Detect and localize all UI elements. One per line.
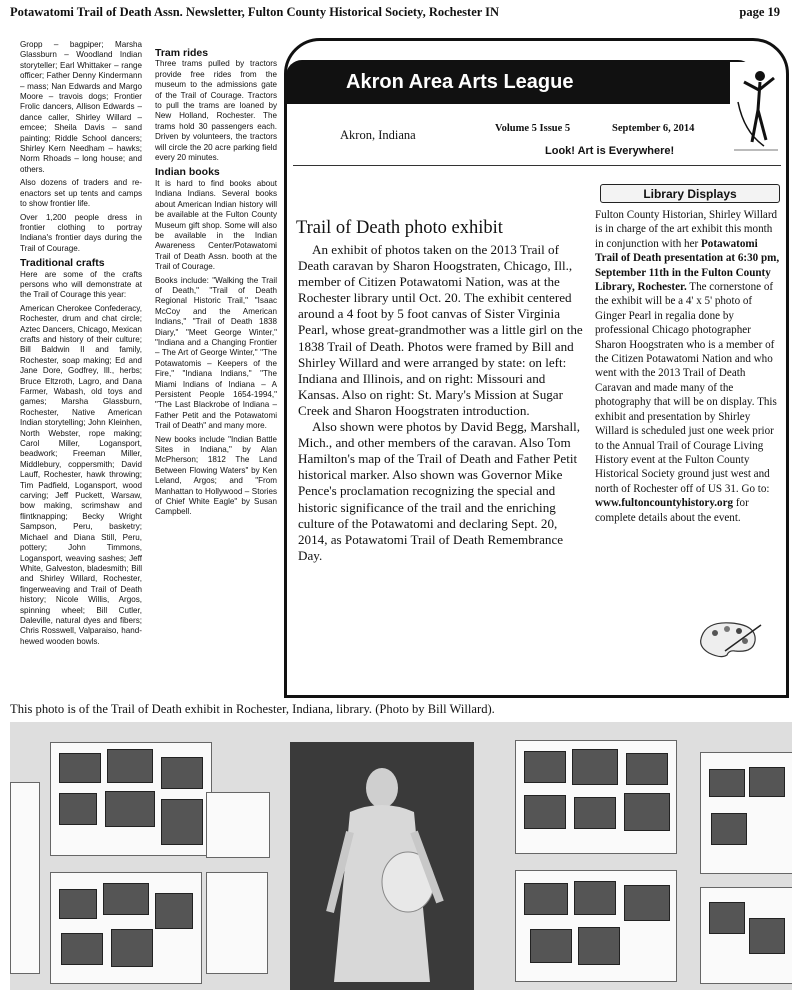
article-title: Trail of Death photo exhibit xyxy=(296,218,503,238)
central-portrait xyxy=(290,742,474,990)
photo-board xyxy=(700,887,792,984)
crafts-intro: Here are some of the crafts persons who will demonstrate at the Trail of Courage this year: xyxy=(20,269,142,300)
traders-text: Also dozens of traders and re-enactors set up tents and camps to show frontier life. xyxy=(20,178,142,209)
library-displays-text xyxy=(595,208,783,525)
paint-palette-icon xyxy=(695,615,765,659)
library-displays-heading xyxy=(600,184,780,203)
arts-league-banner xyxy=(286,60,754,104)
books-paragraph-1: It is hard to find books about Indiana Indians. Several books about American Indian history will be available at the Fulton County Museum gift shop. Some will also be available in the Indian Awareness Center/Potawatomi Trail of Death Assn. booth at the Trail of Courage. xyxy=(155,178,277,272)
photo-board xyxy=(206,792,270,858)
divider xyxy=(293,165,781,166)
books-heading: Indian books xyxy=(155,166,220,179)
article-paragraph-2: Also shown were photos by David Begg, Marshall, Mich., and other members of the caravan. Also Tom Hamilton's map of the Trail of Death and Father Petit historical marker. Also shown was Governor Mike Pence's proclamation recognizing the special and historic significance of the trail and the enriching culture of the Potawatomi and declaring Sept. 20, 2014, as Potawatomi Trail of Death Remembrance Day. xyxy=(298,419,581,563)
crafts-heading: Traditional crafts xyxy=(20,257,105,270)
column-one xyxy=(20,40,142,705)
arts-league-logo-icon xyxy=(730,62,782,154)
photo-caption: This photo is of the Trail of Death exhibit in Rochester, Indiana, library. (Photo by Bill Willard). xyxy=(10,702,495,716)
tram-heading: Tram rides xyxy=(155,48,209,59)
exhibit-photo xyxy=(10,722,792,990)
article-paragraph-1: An exhibit of photos taken on the 2013 Trail of Death caravan by Sharon Hoogstraten, Chicago, Ill., member of Citizen Potawatomi Nation, was at the Rochester library until Oct. 20. The exhibit centered around a 4 foot by 5 foot canvas of Sister Virginia Pearl, whose great-grandmother was a little girl on the 1838 Trail of Death. Photos were framed by Bill and Shirley Willard and were arranged by state: on left: Indiana and Illinois, and on right: Missouri and Kansas. Also on right: St. Mary's Mission at Sugar Creek and Sharon Hoogstraten introduction. xyxy=(298,242,583,418)
library-event-bold: Potawatomi Trail of Death presentation at 6:30 pm, September 11th in the Fulton County Library, Rochester. xyxy=(595,237,780,294)
library-website-link[interactable]: www.fultoncountyhistory.org xyxy=(595,497,734,510)
arts-league-slogan: Look! Art is Everywhere! xyxy=(545,145,675,157)
library-text-2: The cornerstone of the exhibit will be a 4' x 5' photo of Ginger Pearl in regalia done by professional Chicago photographer Sharon Hoogstraten who is a member of the Citizen Potawatomi Nation and who went with the 2013 Trail of Death Caravan and made many of the photography that will be on display. This exhibit and presentation by Shirley Willard is scheduled just one week prior to the Annual Trail of Courage Living History event at the Fulton County Historical Society ground just west and north of Rochester off of US 31. Go to: xyxy=(595,281,777,495)
photo-board xyxy=(515,870,677,982)
photo-board xyxy=(10,782,40,974)
article-body xyxy=(298,242,588,564)
photo-board xyxy=(50,742,212,856)
photo-board xyxy=(206,872,268,974)
photo-board xyxy=(515,740,677,854)
newsletter-masthead xyxy=(10,5,790,23)
library-text-3: for complete details about the event. xyxy=(595,497,749,524)
arts-league-city: Akron, Indiana xyxy=(340,128,416,142)
masthead-title: Potawatomi Trail of Death Assn. Newsletter, Fulton County Historical Society, Rochester IN xyxy=(10,5,500,19)
photo-board xyxy=(700,752,792,874)
participants-text: Gropp – bagpiper; Marsha Glassburn – Woodland Indian storyteller; Earl Whittaker – range officer; Father Denny Kindermann – mass; Nan Edwards and Margo Moore – travois dogs; Frontier Frolic dancers, Allison Edwards – dance caller, Shirley Willard – emcee; Sheila Davis – sand painting; Riddle School dancers; Shirley Kern Needham – hawks; Norm Rhoads – long house; and others. xyxy=(20,40,142,174)
photo-board xyxy=(50,872,202,984)
books-paragraph-2: Books include: "Walking the Trail of Death," "Trail of Death Regional Historic Trail," "Isaac McCoy and the American Indians," "Trail of Death 1838 Diary," "Meet George Winter," "Indiana and a Changing Frontier – The Art of George Winter," "The Potawatomis – Keepers of the Fire," "Indiana Indians," "The Miami Indians of Indiana – A Persistent People 1654-1994," "The Last Blackrobe of Indiana – Father Petit and the Potawatomi Trail of Death" and many more. xyxy=(155,275,277,431)
tram-text: Three trams pulled by tractors provide free rides from the museum to the admissions gate of the Trail of Courage. Tractors to pull the trams are loaned by New Holland, Rochester. The trams hold 30 passengers each. Driven by volunteers, the tractors will circle the 20 acre parking field every 20 minutes. xyxy=(155,59,277,163)
crafts-list: American Cherokee Confederacy, Rochester, drum and chat circle; Aztec Dancers, Chicago, Mexican crafts and history of their culture; Bill Baldwin II and family, Rochester, soap making; Ed and Jane Dore, Godfrey, Ill., herbs; Bruce Eltzroth, Lagro, and Dana Farmer, Wabash, old toys and games; Marsha Glassburn, Rochester, Native American Indian storytelling; John Kleinhen, North Webster, rope making; Carol Miller, Logansport, beadwork; Freeman Miller, Middlebury, coppersmith; David Lauff, Rochester, hawk throwing; Tim Padfield, Logansport, wood carving; Jeff Puckett, Warsaw, bow making, scrimshaw and flintknapping; Becky Wright Sampson, Peru, basketry; Michael and Diana Still, Peru, pottery; John Timmons, Logansport, weaving sashes; Jeff White, Galveston, bladesmith; Bill and Shirley Willard, Rochester, fingerweaving and Trail of Death history; Nicole Willis, Argos, spinning wheel; Bill Cutler, Daleville, natural dyes and fibers; Chris Rosswell, Valparaiso, hand-hewed wooden bowls. xyxy=(20,303,142,646)
library-text-1: Fulton County Historian, Shirley Willard is in charge of the art exhibit this month in conjunction with her xyxy=(595,209,778,250)
library-displays-heading-text: Library Displays xyxy=(643,186,737,201)
arts-league-title: Akron Area Arts League xyxy=(346,70,574,93)
arts-league-volume: Volume 5 Issue 5 xyxy=(495,123,571,134)
books-paragraph-3: New books include "Indian Battle Sites in Indiana," by Alan McPherson; 1812 The Land Between Flowing Waters" by Ken Leland, Argos; and "From Manhattan to Hollywood – Stories of Chief White Eagle" by Susan Campbell. xyxy=(155,434,277,517)
costume-text: Over 1,200 people dress in frontier clothing to portray Indiana's frontier days during the Trail of Courage. xyxy=(20,212,142,253)
page-number: page 19 xyxy=(739,5,780,19)
arts-league-date: September 6, 2014 xyxy=(612,123,695,134)
column-two xyxy=(155,48,277,558)
